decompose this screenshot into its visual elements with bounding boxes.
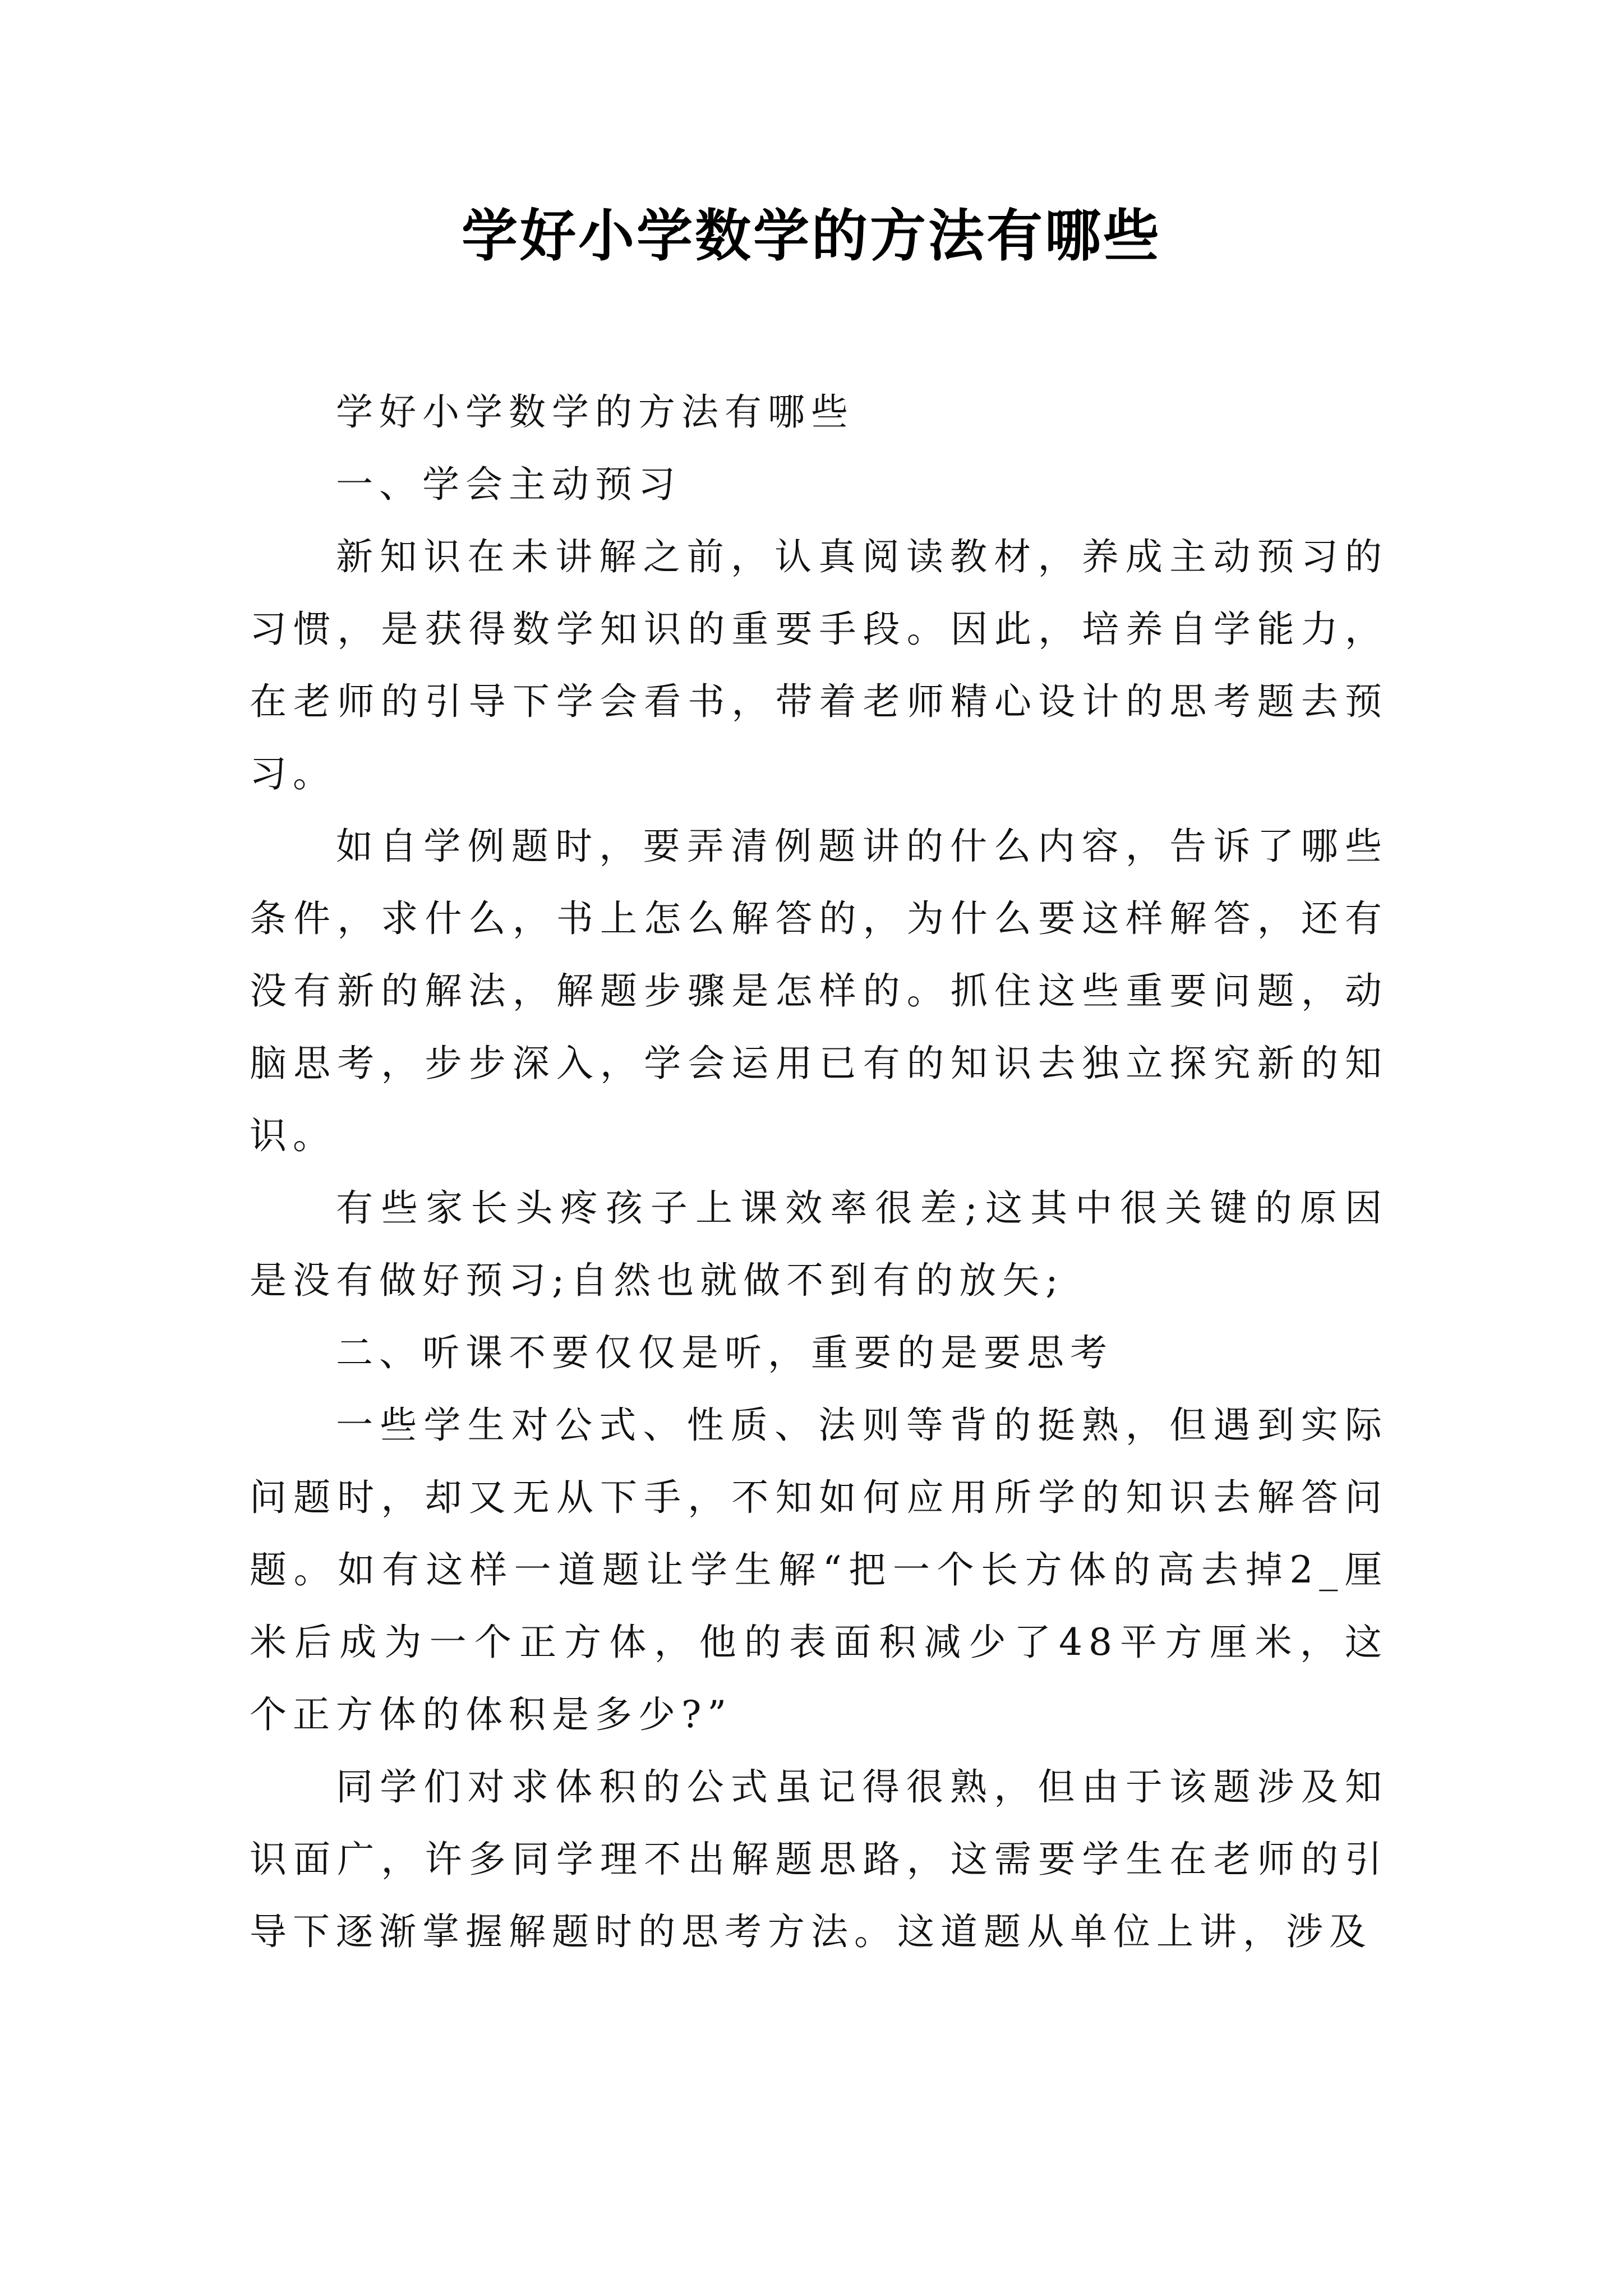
paragraph: 如自学例题时，要弄清例题讲的什么内容，告诉了哪些条件，求什么，书上怎么解答的，为什么要这样解答，还有没有新的解法，解题步骤是怎样的。抓住这些重要问题，动脑思考，步步深入，学会运用已有的知识去独立探究新的知识。 [250,825,1388,1157]
paragraph: 一些学生对公式、性质、法则等背的挺熟，但遇到实际问题时，却又无从下手，不知如何应用所学的知识去解答问题。如有这样一道题让学生解“把一个长方体的高去掉2_厘米后成为一个正方体，他的表面积减少了48平方厘米，这个正方体的体积是多少?” [250,1404,1388,1736]
paragraph: 新知识在未讲解之前，认真阅读教材，养成主动预习的习惯，是获得数学知识的重要手段。因此，培养自学能力，在老师的引导下学会看书，带着老师精心设计的思考题去预习。 [250,535,1388,795]
paragraph: 同学们对求体积的公式虽记得很熟，但由于该题涉及知识面广，许多同学理不出解题思路，这需要学生在老师的引导下逐渐掌握解题时的思考方法。这道题从单位上讲，涉及 [250,1765,1388,1953]
document-title: 学好小学数学的方法有哪些 [462,203,1161,269]
paragraph: 有些家长头疼孩子上课效率很差;这其中很关键的原因是没有做好预习;自然也就做不到有的放矢; [250,1186,1388,1302]
paragraph-subtitle: 学好小学数学的方法有哪些 [336,390,854,434]
document-body [250,376,1388,1968]
section-heading-2: 二、听课不要仅仅是听，重要的是要思考 [336,1331,1113,1374]
section-heading-1: 一、学会主动预习 [336,463,681,506]
